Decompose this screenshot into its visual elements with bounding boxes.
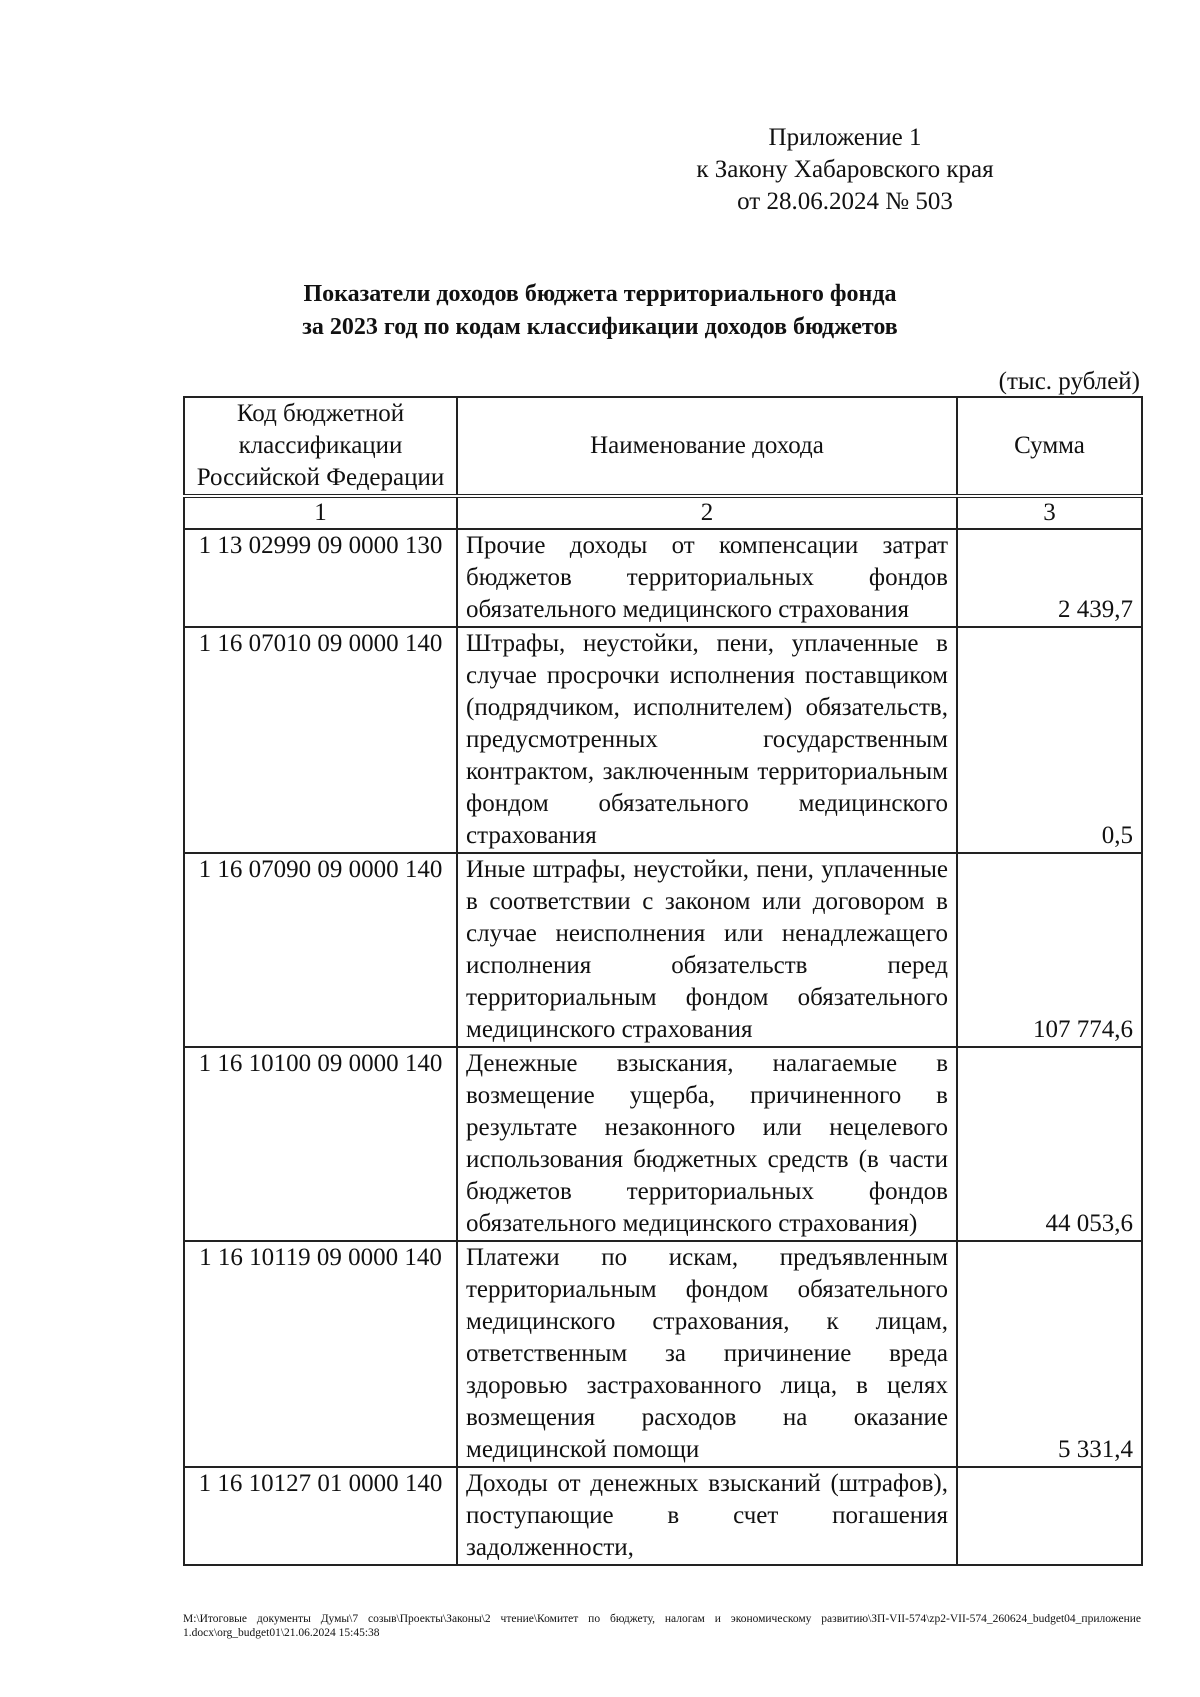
table-row [184,1467,1142,1565]
row-sum: 2 439,7 [957,529,1142,627]
row-name: Платежи по искам, предъявленным территориальным фондом обязательного медицинского страхования, к лицам, ответственным за причинение вреда здоровью застрахованного лица, в целях возмещения расходов на оказание медицинской помощи [457,1241,957,1467]
title-line-2: за 2023 год по кодам классификации доходов бюджетов [302,314,898,340]
row-name: Штрафы, неустойки, пени, уплаченные в случае просрочки исполнения поставщиком (подрядчиком, исполнителем) обязательств, предусмотренных государственным контрактом, заключенным территориальным фондом обязательного медицинского страхования [457,627,957,853]
document-title [150,278,1050,344]
row-name: Денежные взыскания, налагаемые в возмещение ущерба, причиненного в результате незаконного или нецелевого использования бюджетных средств (в части бюджетов территориальных фондов обязательного медицинского страхования) [457,1047,957,1241]
header-name: Наименование дохода [457,397,957,496]
title-line-1: Показатели доходов бюджета территориального фонда [303,281,897,307]
table-row [184,1241,1142,1467]
column-number-row [184,496,1142,529]
row-sum [957,1467,1142,1565]
appendix-line-3: от 28.06.2024 № 503 [737,188,953,215]
row-code: 1 16 10127 01 0000 140 [184,1467,457,1565]
row-name: Прочие доходы от компенсации затрат бюджетов территориальных фондов обязательного медицинского страхования [457,529,957,627]
row-sum: 107 774,6 [957,853,1142,1047]
row-code: 1 16 10119 09 0000 140 [184,1241,457,1467]
row-name: Доходы от денежных взысканий (штрафов), поступающие в счет погашения задолженности, [457,1467,957,1565]
table-row [184,529,1142,627]
table-row [184,1047,1142,1241]
table-header-row [184,397,1142,496]
file-path-footer: M:\Итоговые документы Думы\7 созыв\Проекты\Законы\2 чтение\Комитет по бюджету, налогам и экономическому развитию\ЗП-VII-574\zp2-VII-574_260624_budget04_приложение 1.docx\org_budget01\21.06.2024 15:45:38 [183,1613,1141,1639]
row-code: 1 16 10100 09 0000 140 [184,1047,457,1241]
column-number: 2 [457,496,957,529]
row-code: 1 13 02999 09 0000 130 [184,529,457,627]
row-sum: 0,5 [957,627,1142,853]
table-row [184,627,1142,853]
header-code: Код бюджетной классификации Российской Федерации [184,397,457,496]
table-row [184,853,1142,1047]
row-sum: 44 053,6 [957,1047,1142,1241]
column-number: 1 [184,496,457,529]
appendix-reference [600,122,1090,218]
appendix-line-1: Приложение 1 [768,124,922,151]
row-code: 1 16 07090 09 0000 140 [184,853,457,1047]
row-name: Иные штрафы, неустойки, пени, уплаченные в соответствии с законом или договором в случае неисполнения или ненадлежащего исполнения обязательств перед территориальным фондом обязательного медицинского страхования [457,853,957,1047]
income-table [183,396,1143,1566]
row-code: 1 16 07010 09 0000 140 [184,627,457,853]
header-sum: Сумма [957,397,1142,496]
appendix-line-2: к Закону Хабаровского края [696,156,994,183]
row-sum: 5 331,4 [957,1241,1142,1467]
units-label: (тыс. рублей) [998,368,1140,395]
column-number: 3 [957,496,1142,529]
